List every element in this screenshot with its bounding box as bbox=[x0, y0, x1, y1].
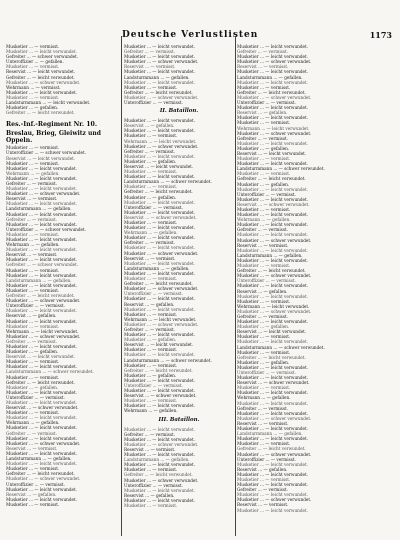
list-entry: Unteroffizier ... — vermisst. bbox=[124, 100, 183, 106]
list-entry: Landsturmmann ... — gefallen. bbox=[124, 457, 190, 463]
list-entry: Reservist ... — vermisst. bbox=[6, 252, 58, 258]
list-entry: Gefreiter ... — leicht verwundet. bbox=[237, 268, 306, 274]
list-entry: Musketier ... — vermisst. bbox=[124, 169, 178, 175]
list-entry: Musketier ... — leicht verwundet. bbox=[237, 400, 309, 406]
list-entry: Unteroffizier ... — vermisst. bbox=[124, 482, 183, 488]
list-entry: Gefreiter ... — leicht verwundet. bbox=[124, 189, 193, 195]
list-entry: Musketier ... — vermisst. bbox=[237, 385, 291, 391]
list-entry: Reservist ... — leicht verwundet. bbox=[237, 329, 307, 335]
list-entry: Musketier ... — leicht verwundet. bbox=[237, 471, 309, 477]
page-header bbox=[122, 28, 392, 42]
list-entry: Reservist ... — leicht verwundet. bbox=[124, 342, 194, 348]
list-entry: Musketier ... — schwer verwundet. bbox=[237, 415, 312, 421]
list-entry: Musketier ... — leicht verwundet. bbox=[6, 175, 78, 181]
column-1 bbox=[6, 44, 121, 534]
list-entry: Musketier ... — vermisst. bbox=[237, 298, 291, 304]
list-entry: Musketier ... — vermisst. bbox=[124, 220, 178, 225]
list-entry: Gefreiter ... — vermisst. bbox=[124, 326, 175, 332]
list-entry: Musketier ... — leicht verwundet. bbox=[124, 403, 196, 409]
list-entry: Musketier ... — vermisst. bbox=[124, 467, 178, 473]
list-entry: Musketier ... — vermisst. bbox=[6, 267, 60, 273]
list-entry: Musketier ... — schwer verwundet. bbox=[237, 451, 312, 457]
list-entry: Musketier ... — vermisst. bbox=[237, 156, 291, 162]
list-entry: Musketier ... — schwer verwundet. bbox=[124, 321, 199, 327]
list-entry: Wehrmann ... — gefallen. bbox=[6, 242, 60, 248]
list-entry: Musketier ... — leicht verwundet. bbox=[6, 257, 78, 263]
list-entry: Musketier ... — schwer verwundet. bbox=[124, 59, 199, 65]
list-entry: Musketier ... — leicht verwundet. bbox=[6, 389, 78, 395]
list-entry: Musketier ... — gefallen. bbox=[124, 194, 177, 200]
list-entry: Musketier ... — leicht verwundet. bbox=[124, 377, 196, 383]
list-entry: Musketier ... — leicht verwundet. bbox=[237, 507, 309, 513]
list-entry: Reservist ... — gefallen. bbox=[6, 313, 57, 319]
section-heading: III. Bataillon. bbox=[158, 416, 200, 423]
list-entry: Reservist ... — gefallen. bbox=[124, 492, 175, 498]
list-entry: Musketier ... — leicht verwundet. bbox=[237, 375, 309, 381]
list-entry: Reservist ... — vermisst. bbox=[237, 242, 289, 248]
list-entry: Musketier ... — leicht verwundet. bbox=[237, 339, 309, 345]
list-entry: Musketier ... — leicht verwundet. bbox=[237, 140, 309, 146]
list-entry: Musketier ... — leicht verwundet. bbox=[237, 79, 309, 85]
list-entry: Unteroffizier ... — vermisst. bbox=[6, 394, 65, 400]
list-entry: Musketier ... — vermisst. bbox=[237, 120, 291, 126]
list-entry: Musketier ... — vermisst. bbox=[6, 145, 60, 151]
list-entry: Musketier ... — gefallen. bbox=[237, 181, 290, 187]
list-entry: Reservist ... — vermisst. bbox=[237, 64, 289, 70]
list-entry: Musketier ... — leicht verwundet. bbox=[6, 211, 78, 217]
list-entry: Gefreiter ... — vermisst. bbox=[237, 49, 288, 55]
list-entry: Wehrmann ... — leicht verwundet. bbox=[6, 328, 79, 334]
list-entry: Musketier ... — leicht verwundet. bbox=[237, 212, 309, 218]
list-entry: Landsturmmann ... — gefallen. bbox=[124, 265, 190, 271]
list-entry: Reservist ... — vermisst. bbox=[124, 446, 176, 452]
list-entry: Unteroffizier ... — vermisst. bbox=[237, 100, 296, 106]
list-entry: Musketier ... — leicht verwundet. bbox=[237, 247, 309, 253]
list-entry: Gefreiter ... — leicht verwundet. bbox=[124, 281, 193, 287]
list-entry: Musketier ... — vermisst. bbox=[124, 84, 178, 90]
list-entry: Gefreiter ... — vermisst. bbox=[237, 313, 288, 319]
list-entry: Musketier ... — leicht verwundet. bbox=[6, 318, 78, 324]
list-entry: Musketier ... — leicht verwundet. bbox=[6, 186, 78, 192]
list-entry: Musketier ... — leicht verwundet. bbox=[124, 487, 196, 493]
list-entry: Musketier ... — leicht verwundet. bbox=[124, 199, 196, 205]
list-entry: Gefreiter ... — vermisst. bbox=[124, 431, 175, 437]
list-entry: Musketier ... — leicht verwundet. bbox=[6, 247, 78, 253]
list-entry: Musketier ... — vermisst. bbox=[6, 323, 60, 329]
list-entry: Gefreiter ... — leicht verwundet. bbox=[6, 471, 75, 477]
list-entry: Gefreiter ... — leicht verwundet. bbox=[237, 446, 306, 452]
list-entry: Reservist ... — vermisst. bbox=[124, 64, 176, 70]
list-entry: Wehrmann ... — gefallen. bbox=[237, 395, 291, 401]
list-entry: Gefreiter ... — leicht verwundet. bbox=[6, 74, 75, 80]
list-entry: Musketier ... — schwer verwundet. bbox=[124, 286, 199, 292]
list-entry: Musketier ... — leicht verwundet. bbox=[237, 186, 309, 192]
list-entry: Wehrmann ... — gefallen. bbox=[6, 420, 60, 426]
list-entry: Musketier ... — vermisst. bbox=[6, 160, 60, 166]
list-entry: Musketier ... — schwer verwundet. bbox=[237, 130, 312, 136]
list-entry: Musketier ... — leicht verwundet. bbox=[6, 450, 78, 456]
list-entry: Musketier ... — leicht verwundet. bbox=[6, 308, 78, 314]
list-entry: Unteroffizier ... — vermisst. bbox=[237, 456, 296, 462]
list-entry: Musketier ... — leicht verwundet. bbox=[124, 462, 196, 468]
list-entry: Musketier ... — vermisst. bbox=[124, 347, 178, 353]
list-entry: Unteroffizier ... — schwer verwundet. bbox=[6, 150, 87, 156]
page-title: Deutsche Verlustlisten bbox=[122, 30, 259, 40]
list-entry: Musketier ... — vermisst. bbox=[237, 334, 291, 340]
column-2 bbox=[124, 44, 234, 534]
list-entry: Musketier ... — vermisst. bbox=[124, 362, 178, 368]
list-entry: Reservist ... — gefallen. bbox=[237, 288, 288, 294]
list-entry: Gefreiter ... — vermisst. bbox=[237, 135, 288, 141]
list-entry: Musketier ... — leicht verwundet. bbox=[124, 436, 196, 442]
list-entry: Musketier ... — leicht verwundet. bbox=[124, 235, 196, 241]
list-entry: Gefreiter ... — vermisst. bbox=[6, 216, 57, 222]
list-entry: Musketier ... — gefallen. bbox=[124, 337, 177, 343]
list-entry: Wehrmann ... — gefallen. bbox=[124, 230, 178, 236]
list-entry: Landsturmmann ... — gefallen. bbox=[6, 456, 72, 462]
section-subheading: Breslau, Brieg, Gleiwitz und Oppeln. bbox=[6, 130, 101, 145]
list-entry: Musketier ... — schwer verwundet. bbox=[6, 333, 81, 339]
list-entry: Musketier ... — gefallen. bbox=[237, 324, 290, 330]
list-entry: Unteroffizier ... — vermisst. bbox=[237, 278, 296, 284]
list-entry: Musketier ... — vermisst. bbox=[124, 133, 178, 139]
list-entry: Musketier ... — vermisst. bbox=[124, 398, 178, 404]
list-entry: Gefreiter ... — vermisst. bbox=[6, 180, 57, 186]
list-entry: Wehrmann ... — leicht verwundet. bbox=[124, 316, 197, 322]
list-entry: Musketier ... — schwer verwundet. bbox=[6, 440, 81, 446]
list-entry: Musketier ... — schwer verwundet. bbox=[237, 273, 312, 279]
list-entry: Musketier ... — schwer verwundet. bbox=[124, 477, 199, 483]
list-entry: Musketier ... — leicht verwundet. bbox=[237, 44, 309, 49]
list-entry: Musketier ... — schwer verwundet. bbox=[6, 79, 81, 85]
list-entry: Musketier ... — leicht verwundet. bbox=[124, 54, 196, 60]
list-entry: Unteroffizier ... — vermisst. bbox=[6, 303, 65, 309]
list-entry: Musketier ... — schwer verwundet. bbox=[237, 59, 312, 65]
list-entry: Landsturmmann ... — schwer verwundet. bbox=[237, 344, 325, 350]
list-entry: Reservist ... — schwer verwundet. bbox=[6, 405, 79, 411]
list-entry: Musketier ... — vermisst. bbox=[6, 287, 60, 293]
list-entry: Musketier ... — leicht verwundet. bbox=[237, 161, 309, 167]
list-entry: Gefreiter ... — leicht verwundet. bbox=[124, 89, 193, 95]
list-entry: Reservist ... — gefallen. bbox=[124, 123, 175, 129]
list-entry: Musketier ... — leicht verwundet. bbox=[237, 283, 309, 289]
list-entry: Musketier ... — schwer verwundet. bbox=[124, 250, 199, 256]
list-entry: Musketier ... — vermisst. bbox=[237, 207, 291, 212]
list-entry: Musketier ... — leicht verwundet. bbox=[6, 272, 78, 278]
list-entry: Reservist ... — leicht verwundet. bbox=[237, 150, 307, 156]
list-entry: Wehrmann ... — gefallen. bbox=[124, 408, 178, 414]
list-entry: Landsturmmann ... — schwer verwundet. bbox=[124, 357, 212, 363]
list-entry: Musketier ... — leicht verwundet. bbox=[237, 105, 309, 111]
list-entry: Musketier ... — schwer verwundet. bbox=[237, 497, 312, 503]
list-entry: Musketier ... — gefallen. bbox=[237, 359, 290, 365]
list-entry: Musketier ... — vermisst. bbox=[6, 231, 60, 237]
list-entry: Musketier ... — gefallen. bbox=[237, 145, 290, 151]
list-entry: Musketier ... — leicht verwundet. bbox=[124, 296, 196, 302]
list-entry: Musketier ... — vermisst. bbox=[124, 276, 178, 282]
list-entry: Gefreiter ... — leicht verwundet. bbox=[237, 176, 306, 182]
list-entry: Musketier ... — vermisst. bbox=[6, 44, 60, 49]
list-entry: Unteroffizier ... — gefallen. bbox=[6, 59, 64, 65]
column-divider bbox=[121, 36, 122, 536]
list-entry: Musketier ... — vermisst. bbox=[6, 410, 60, 416]
list-entry: Musketier ... — leicht verwundet. bbox=[124, 128, 196, 134]
list-entry: Unteroffizier ... — vermisst. bbox=[237, 370, 296, 375]
list-entry: Musketier ... — leicht verwundet. bbox=[6, 496, 78, 502]
list-entry: Musketier ... — leicht verwundet. bbox=[124, 270, 196, 276]
list-entry: Musketier ... — vermisst. bbox=[237, 349, 291, 355]
list-entry: Gefreiter ... — leicht verwundet. bbox=[6, 293, 75, 299]
list-entry: Musketier ... — leicht verwundet. bbox=[124, 260, 196, 266]
list-entry: Musketier ... — leicht verwundet. bbox=[6, 435, 78, 441]
list-entry: Musketier ... — vermisst. bbox=[237, 171, 291, 177]
list-entry: Musketier ... — gefallen. bbox=[6, 384, 59, 390]
list-entry: Wehrmann ... — leicht verwundet. bbox=[237, 125, 310, 131]
list-entry: Musketier ... — leicht verwundet. bbox=[124, 225, 196, 231]
list-entry: Landsturmmann ... — schwer verwundet. bbox=[237, 166, 325, 172]
list-entry: Musketier ... — leicht verwundet. bbox=[6, 400, 78, 405]
list-entry: Landsturmmann ... — gefallen. bbox=[237, 431, 303, 437]
list-entry: Musketier ... — schwer verwundet. bbox=[6, 298, 81, 304]
list-entry: Musketier ... — leicht verwundet. bbox=[124, 352, 196, 358]
list-entry: Musketier ... — leicht verwundet. bbox=[124, 174, 196, 180]
list-entry: Landsturmmann ... — gefallen. bbox=[237, 252, 303, 258]
list-entry: Gefreiter ... — vermisst. bbox=[6, 430, 57, 436]
list-entry: Musketier ... — schwer verwundet. bbox=[237, 308, 312, 314]
list-entry: Reservist ... — vermisst. bbox=[237, 420, 289, 426]
list-entry: Gefreiter ... — vermisst. bbox=[6, 338, 57, 344]
list-entry: Musketier ... — schwer verwundet. bbox=[6, 191, 81, 197]
list-entry: Musketier ... — leicht verwundet. bbox=[6, 425, 78, 431]
list-entry: Musketier ... — leicht verwundet. bbox=[237, 293, 309, 299]
list-entry: Reservist ... — leicht verwundet. bbox=[6, 69, 76, 75]
list-entry: Gefreiter ... — vermisst. bbox=[124, 148, 175, 154]
list-entry: Musketier ... — vermisst. bbox=[237, 84, 291, 90]
list-entry: Reservist ... — vermisst. bbox=[6, 196, 58, 202]
list-entry: Unteroffizier ... — vermisst. bbox=[124, 383, 183, 388]
list-entry: Landsturmmann ... — schwer verwundet. bbox=[124, 179, 212, 185]
list-entry: Musketier ... — leicht verwundet. bbox=[237, 436, 309, 442]
list-entry: Unteroffizier ... — schwer verwundet. bbox=[6, 226, 87, 232]
list-entry: Musketier ... — schwer verwundet. bbox=[6, 476, 81, 482]
list-entry: Musketier ... — vermisst. bbox=[6, 94, 60, 100]
list-entry: Gefreiter ... — schwer verwundet. bbox=[6, 262, 79, 268]
list-entry: Landsturmmann ... — gefallen. bbox=[124, 74, 190, 80]
list-entry: Gefreiter ... — leicht verwundet. bbox=[6, 379, 75, 385]
list-entry: Gefreiter ... — leicht verwundet. bbox=[124, 472, 193, 478]
list-entry: Musketier ... — leicht verwundet. bbox=[6, 237, 78, 242]
list-entry: Musketier ... — schwer verwundet. bbox=[124, 441, 199, 447]
list-entry: Landsturmmann ... — gefallen. bbox=[6, 277, 72, 283]
list-entry: Musketier ... — leicht verwundet. bbox=[237, 390, 309, 396]
section-heading: Res.-Inf.-Regiment Nr. 10. bbox=[6, 121, 98, 129]
list-entry: Reservist ... — vermisst. bbox=[237, 502, 289, 508]
list-entry: Musketier ... — vermisst. bbox=[124, 502, 178, 508]
list-entry: Gefreiter ... — leicht verwundet. bbox=[237, 89, 306, 95]
list-entry: Gefreiter ... — leicht verwundet. bbox=[6, 110, 75, 116]
list-entry: Musketier ... — leicht verwundet. bbox=[6, 486, 78, 492]
list-entry: Musketier ... — leicht verwundet. bbox=[237, 69, 309, 75]
list-entry: Reservist ... — leicht verwundet. bbox=[6, 155, 76, 161]
list-entry: Musketier ... — leicht verwundet. bbox=[124, 388, 196, 394]
list-entry: Musketier ... — vermisst. bbox=[6, 466, 60, 472]
list-entry: Gefreiter ... — vermisst. bbox=[124, 240, 175, 246]
list-entry: Musketier ... — leicht verwundet. bbox=[124, 452, 196, 458]
list-entry: Wehrmann ... — vermisst. bbox=[6, 84, 61, 90]
list-entry: Musketier ... — leicht verwundet. bbox=[237, 232, 309, 238]
list-entry: Musketier ... — schwer verwundet. bbox=[237, 237, 312, 243]
list-entry: Wehrmann ... — gefallen. bbox=[237, 217, 291, 223]
list-entry: Musketier ... — gefallen. bbox=[124, 158, 177, 164]
list-entry: Musketier ... — schwer verwundet. bbox=[237, 94, 312, 100]
list-entry: Musketier ... — leicht verwundet. bbox=[6, 461, 78, 467]
list-entry: Reservist ... — schwer verwundet. bbox=[237, 380, 310, 386]
list-entry: Musketier ... — leicht verwundet. bbox=[124, 332, 196, 338]
list-entry: Musketier ... — gefallen. bbox=[6, 349, 59, 355]
list-entry: Musketier ... — leicht verwundet. bbox=[6, 343, 78, 349]
list-entry: Reservist ... — schwer verwundet. bbox=[124, 393, 197, 399]
list-entry: Wehrmann ... — leicht verwundet. bbox=[124, 138, 197, 144]
list-entry: Musketier ... — vermisst. bbox=[6, 359, 60, 365]
list-entry: Musketier ... — leicht verwundet. bbox=[237, 196, 309, 202]
list-entry: Gefreiter ... — leicht verwundet. bbox=[124, 367, 193, 373]
list-entry: Musketier ... — vermisst. bbox=[124, 311, 178, 317]
list-entry: Musketier ... — leicht verwundet. bbox=[124, 118, 196, 124]
list-entry: Musketier ... — gefallen. bbox=[124, 372, 177, 378]
list-entry: Musketier ... — leicht verwundet. bbox=[237, 222, 309, 228]
list-entry: Musketier ... — leicht verwundet. bbox=[124, 69, 196, 75]
list-entry: Gefreiter ... — vermisst. bbox=[237, 487, 288, 493]
list-entry: Reservist ... — schwer verwundet. bbox=[237, 201, 310, 207]
list-entry: Musketier ... — leicht verwundet. bbox=[6, 282, 78, 288]
list-entry: Musketier ... — leicht verwundet. bbox=[124, 209, 196, 215]
list-entry: Landsturmmann ... — gefallen. bbox=[237, 74, 303, 80]
list-entry: Gefreiter ... — vermisst. bbox=[237, 227, 288, 233]
list-entry: Musketier ... — vermisst. bbox=[237, 263, 291, 269]
list-entry: Musketier ... — leicht verwundet. bbox=[237, 54, 309, 60]
list-entry: Musketier ... — leicht verwundet. bbox=[6, 165, 78, 171]
list-entry: Gefreiter ... — vermisst. bbox=[124, 49, 175, 55]
list-entry: Unteroffizier ... — vermisst. bbox=[124, 291, 183, 297]
list-entry: Unteroffizier ... — vermisst. bbox=[124, 204, 183, 210]
list-entry: Musketier ... — leicht verwundet. bbox=[237, 482, 309, 488]
list-entry: Musketier ... — leicht verwundet. bbox=[237, 319, 309, 325]
list-entry: Musketier ... — leicht verwundet. bbox=[237, 364, 309, 370]
list-entry: Musketier ... — leicht verwundet. bbox=[237, 461, 309, 467]
column-divider bbox=[235, 36, 236, 536]
list-entry: Musketier ... — vermisst. bbox=[124, 184, 178, 190]
list-entry: Gefreiter ... — schwer verwundet. bbox=[6, 54, 79, 60]
column-3 bbox=[237, 44, 396, 534]
list-entry: Gefreiter ... — leicht verwundet. bbox=[237, 354, 306, 360]
list-entry: Musketier ... — leicht verwundet. bbox=[237, 410, 309, 416]
list-entry: Landsturmmann ... — gefallen. bbox=[6, 206, 72, 212]
list-entry: Musketier ... — leicht verwundet. bbox=[124, 426, 196, 432]
list-entry: Reservist ... — vermisst. bbox=[124, 255, 176, 261]
list-entry: Musketier ... — leicht verwundet. bbox=[6, 221, 78, 227]
list-entry: Wehrmann ... — leicht verwundet. bbox=[237, 303, 310, 309]
list-entry: Musketier ... — leicht verwundet. bbox=[6, 89, 78, 95]
list-entry: Musketier ... — leicht verwundet. bbox=[124, 153, 196, 159]
list-entry: Musketier ... — leicht verwundet. bbox=[6, 49, 78, 55]
list-entry: Musketier ... — leicht verwundet. bbox=[237, 115, 309, 121]
list-entry: Musketier ... — leicht verwundet. bbox=[237, 492, 309, 498]
page-number: 1173 bbox=[369, 30, 392, 40]
list-entry: Musketier ... — schwer verwundet. bbox=[124, 94, 199, 100]
list-entry: Musketier ... — leicht verwundet. bbox=[124, 497, 196, 503]
list-entry: Wehrmann ... — gefallen. bbox=[6, 170, 60, 176]
list-entry: Reservist ... — vermisst. bbox=[6, 445, 58, 451]
list-entry: Musketier ... — vermisst. bbox=[6, 64, 60, 70]
list-entry: Musketier ... — vermisst. bbox=[6, 374, 60, 380]
list-entry: Musketier ... — leicht verwundet. bbox=[6, 364, 78, 370]
section-heading: II. Bataillon. bbox=[159, 108, 199, 115]
list-entry: Reservist ... — schwer verwundet. bbox=[124, 214, 197, 220]
list-entry: Reservist ... — gefallen. bbox=[237, 466, 288, 472]
list-entry: Reservist ... — gefallen. bbox=[6, 491, 57, 497]
list-entry: Musketier ... — leicht verwundet. bbox=[124, 44, 196, 49]
list-entry: Musketier ... — schwer verwundet. bbox=[124, 143, 199, 149]
list-entry: Musketier ... — leicht verwundet. bbox=[124, 79, 196, 85]
list-entry: Reservist ... — gefallen. bbox=[124, 301, 175, 307]
list-entry: Reservist ... — leicht verwundet. bbox=[6, 354, 76, 360]
list-entry: Reservist ... — leicht verwundet. bbox=[124, 163, 194, 169]
list-entry: Musketier ... — leicht verwundet. bbox=[6, 201, 78, 207]
list-entry: Unteroffizier ... — vermisst. bbox=[237, 191, 296, 197]
list-entry: Landsturmmann ... — schwer verwundet. bbox=[6, 369, 94, 375]
list-entry: Musketier ... — leicht verwundet. bbox=[124, 306, 196, 312]
list-entry: Musketier ... — leicht verwundet. bbox=[237, 257, 309, 263]
list-entry: Musketier ... — vermisst. bbox=[237, 441, 291, 447]
list-entry: Musketier ... — vermisst. bbox=[237, 476, 291, 482]
list-entry: Unteroffizier ... — vermisst. bbox=[6, 481, 65, 487]
list-entry: Musketier ... — gefallen. bbox=[6, 105, 59, 111]
list-entry: Musketier ... — leicht verwundet. bbox=[237, 426, 309, 432]
list-entry: Gefreiter ... — vermisst. bbox=[237, 405, 288, 411]
list-entry: Landsturmmann ... — leicht verwundet. bbox=[6, 100, 91, 106]
list-entry: Reservist ... — gefallen. bbox=[237, 110, 288, 116]
list-entry: Musketier ... — leicht verwundet. bbox=[6, 415, 78, 421]
list-entry: Musketier ... — leicht verwundet. bbox=[124, 245, 196, 251]
list-entry: Musketier ... — vermisst. bbox=[6, 501, 60, 507]
